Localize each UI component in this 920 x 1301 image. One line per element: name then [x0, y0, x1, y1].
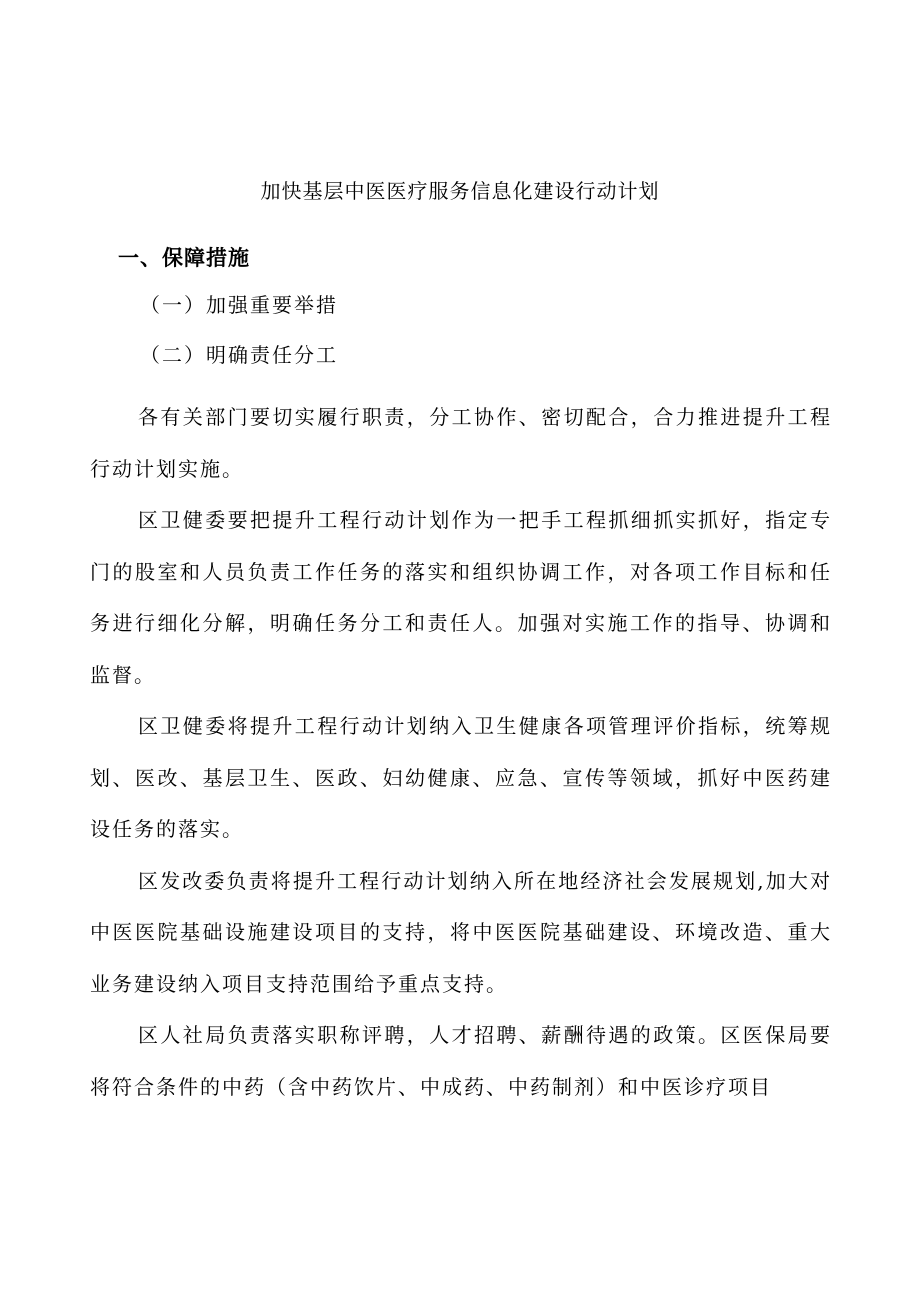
- subheading-2: （二）明确责任分工: [140, 343, 338, 367]
- subheading-1: （一）加强重要举措: [140, 293, 338, 317]
- paragraph: 区卫健委将提升工程行动计划纳入卫生健康各项管理评价指标，统筹规划、医改、基层卫生、医政、妇幼健康、应急、宣传等领域，抓好中医药建设任务的落实。: [90, 714, 832, 841]
- paragraph: 区发改委负责将提升工程行动计划纳入所在地经济社会发展规划,加大对中医医院基础设施建设项目的支持，将中医医院基础建设、环境改造、重大业务建设纳入项目支持范围给予重点支持。: [90, 868, 832, 996]
- section-heading: 一、保障措施: [118, 246, 250, 270]
- paragraph: 区人社局负责落实职称评聘，人才招聘、薪酬待遇的政策。区医保局要将符合条件的中药（含中药饮片、中成药、中药制剂）和中医诊疗项目: [90, 1023, 832, 1099]
- body-text: [90, 392, 832, 1113]
- paragraph: 区卫健委要把提升工程行动计划作为一把手工程抓细抓实抓好，指定专门的股室和人员负责工作任务的落实和组织协调工作，对各项工作目标和任务进行细化分解，明确任务分工和责任人。加强对实施工作的指导、协调和监督。: [90, 508, 832, 687]
- document-title: 加快基层中医医疗服务信息化建设行动计划: [260, 179, 660, 203]
- paragraph: 各有关部门要切实履行职责，分工协作、密切配合，合力推进提升工程行动计划实施。: [90, 405, 832, 481]
